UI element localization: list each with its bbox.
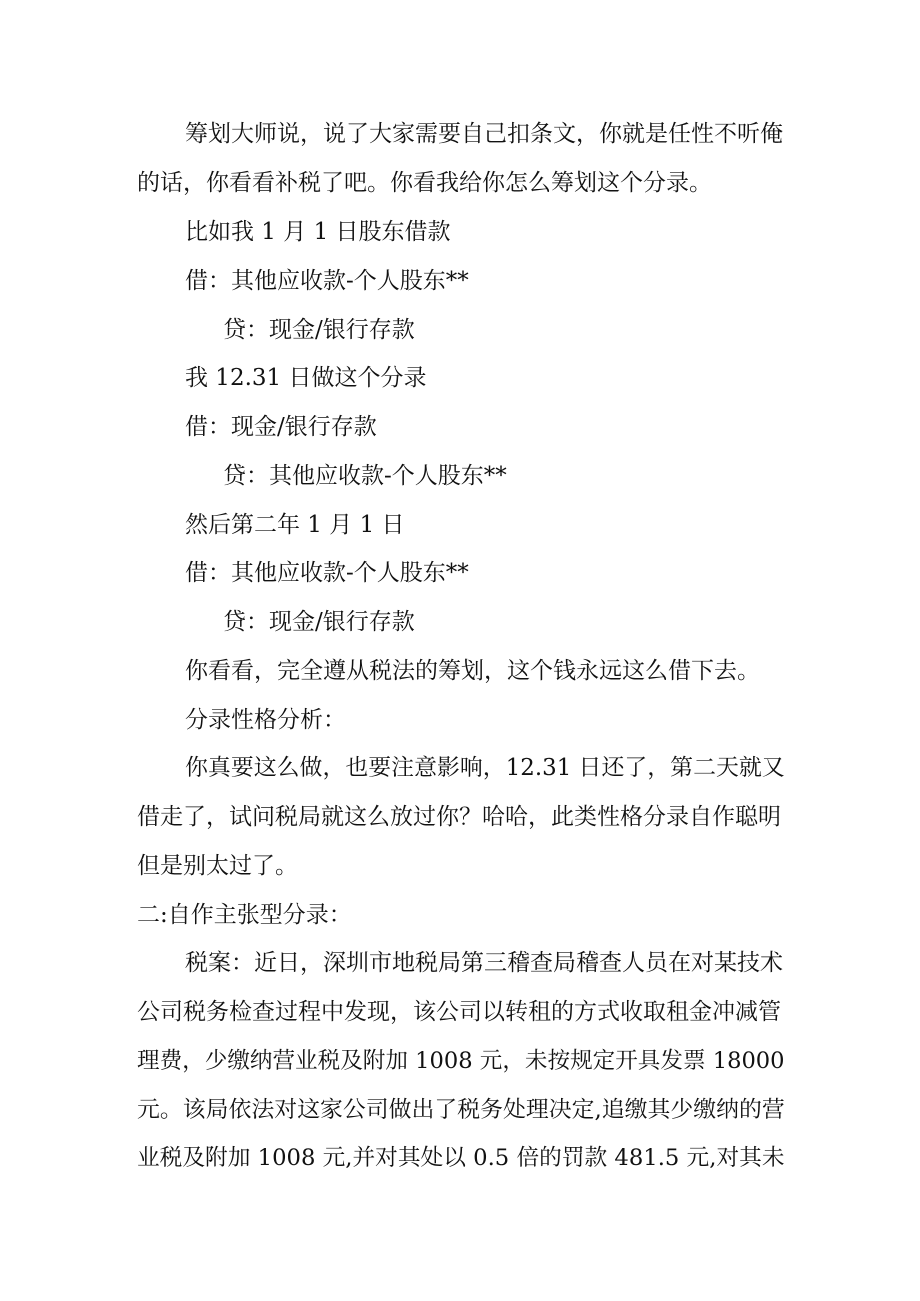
section-heading: 二:自作主张型分录： [137,902,352,928]
paragraph-line: 业税及附加 1008 元,并对其处以 0.5 倍的罚款 481.5 元,对其未 [137,1145,785,1171]
journal-credit-line: 贷：现金/银行存款 [223,317,415,343]
paragraph-line: 但是别太过了。 [137,853,298,879]
paragraph-line: 公司税务检查过程中发现，该公司以转租的方式收取租金冲减管 [137,999,781,1025]
paragraph-line: 的话，你看看补税了吧。你看我给你怎么筹划这个分录。 [137,170,712,196]
paragraph-line: 然后第二年 1 月 1 日 [185,512,405,538]
paragraph-line: 税案：近日，深圳市地税局第三稽查局稽查人员在对某技术 [185,950,783,976]
paragraph-line: 元。该局依法对这家公司做出了税务处理决定,追缴其少缴纳的营 [137,1097,785,1123]
paragraph-line: 借走了，试问税局就这么放过你？哈哈，此类性格分录自作聪明 [137,804,781,830]
journal-debit-line: 借：其他应收款-个人股东** [185,268,469,294]
journal-debit-line: 借：其他应收款-个人股东** [185,560,469,586]
paragraph-line: 你看看，完全遵从税法的筹划，这个钱永远这么借下去。 [185,658,760,684]
paragraph-line: 我 12.31 日做这个分录 [185,365,427,391]
paragraph-line: 比如我 1 月 1 日股东借款 [185,219,451,245]
paragraph-line: 你真要这么做，也要注意影响，12.31 日还了，第二天就又 [185,755,785,781]
paragraph-line: 筹划大师说，说了大家需要自己扣条文，你就是任性不听俺 [185,121,783,147]
journal-debit-line: 借：现金/银行存款 [185,414,377,440]
journal-credit-line: 贷：现金/银行存款 [223,609,415,635]
paragraph-line: 理费，少缴纳营业税及附加 1008 元，未按规定开具发票 18000 [137,1048,785,1074]
journal-credit-line: 贷：其他应收款-个人股东** [223,463,507,489]
section-subheading: 分录性格分析： [185,707,346,733]
